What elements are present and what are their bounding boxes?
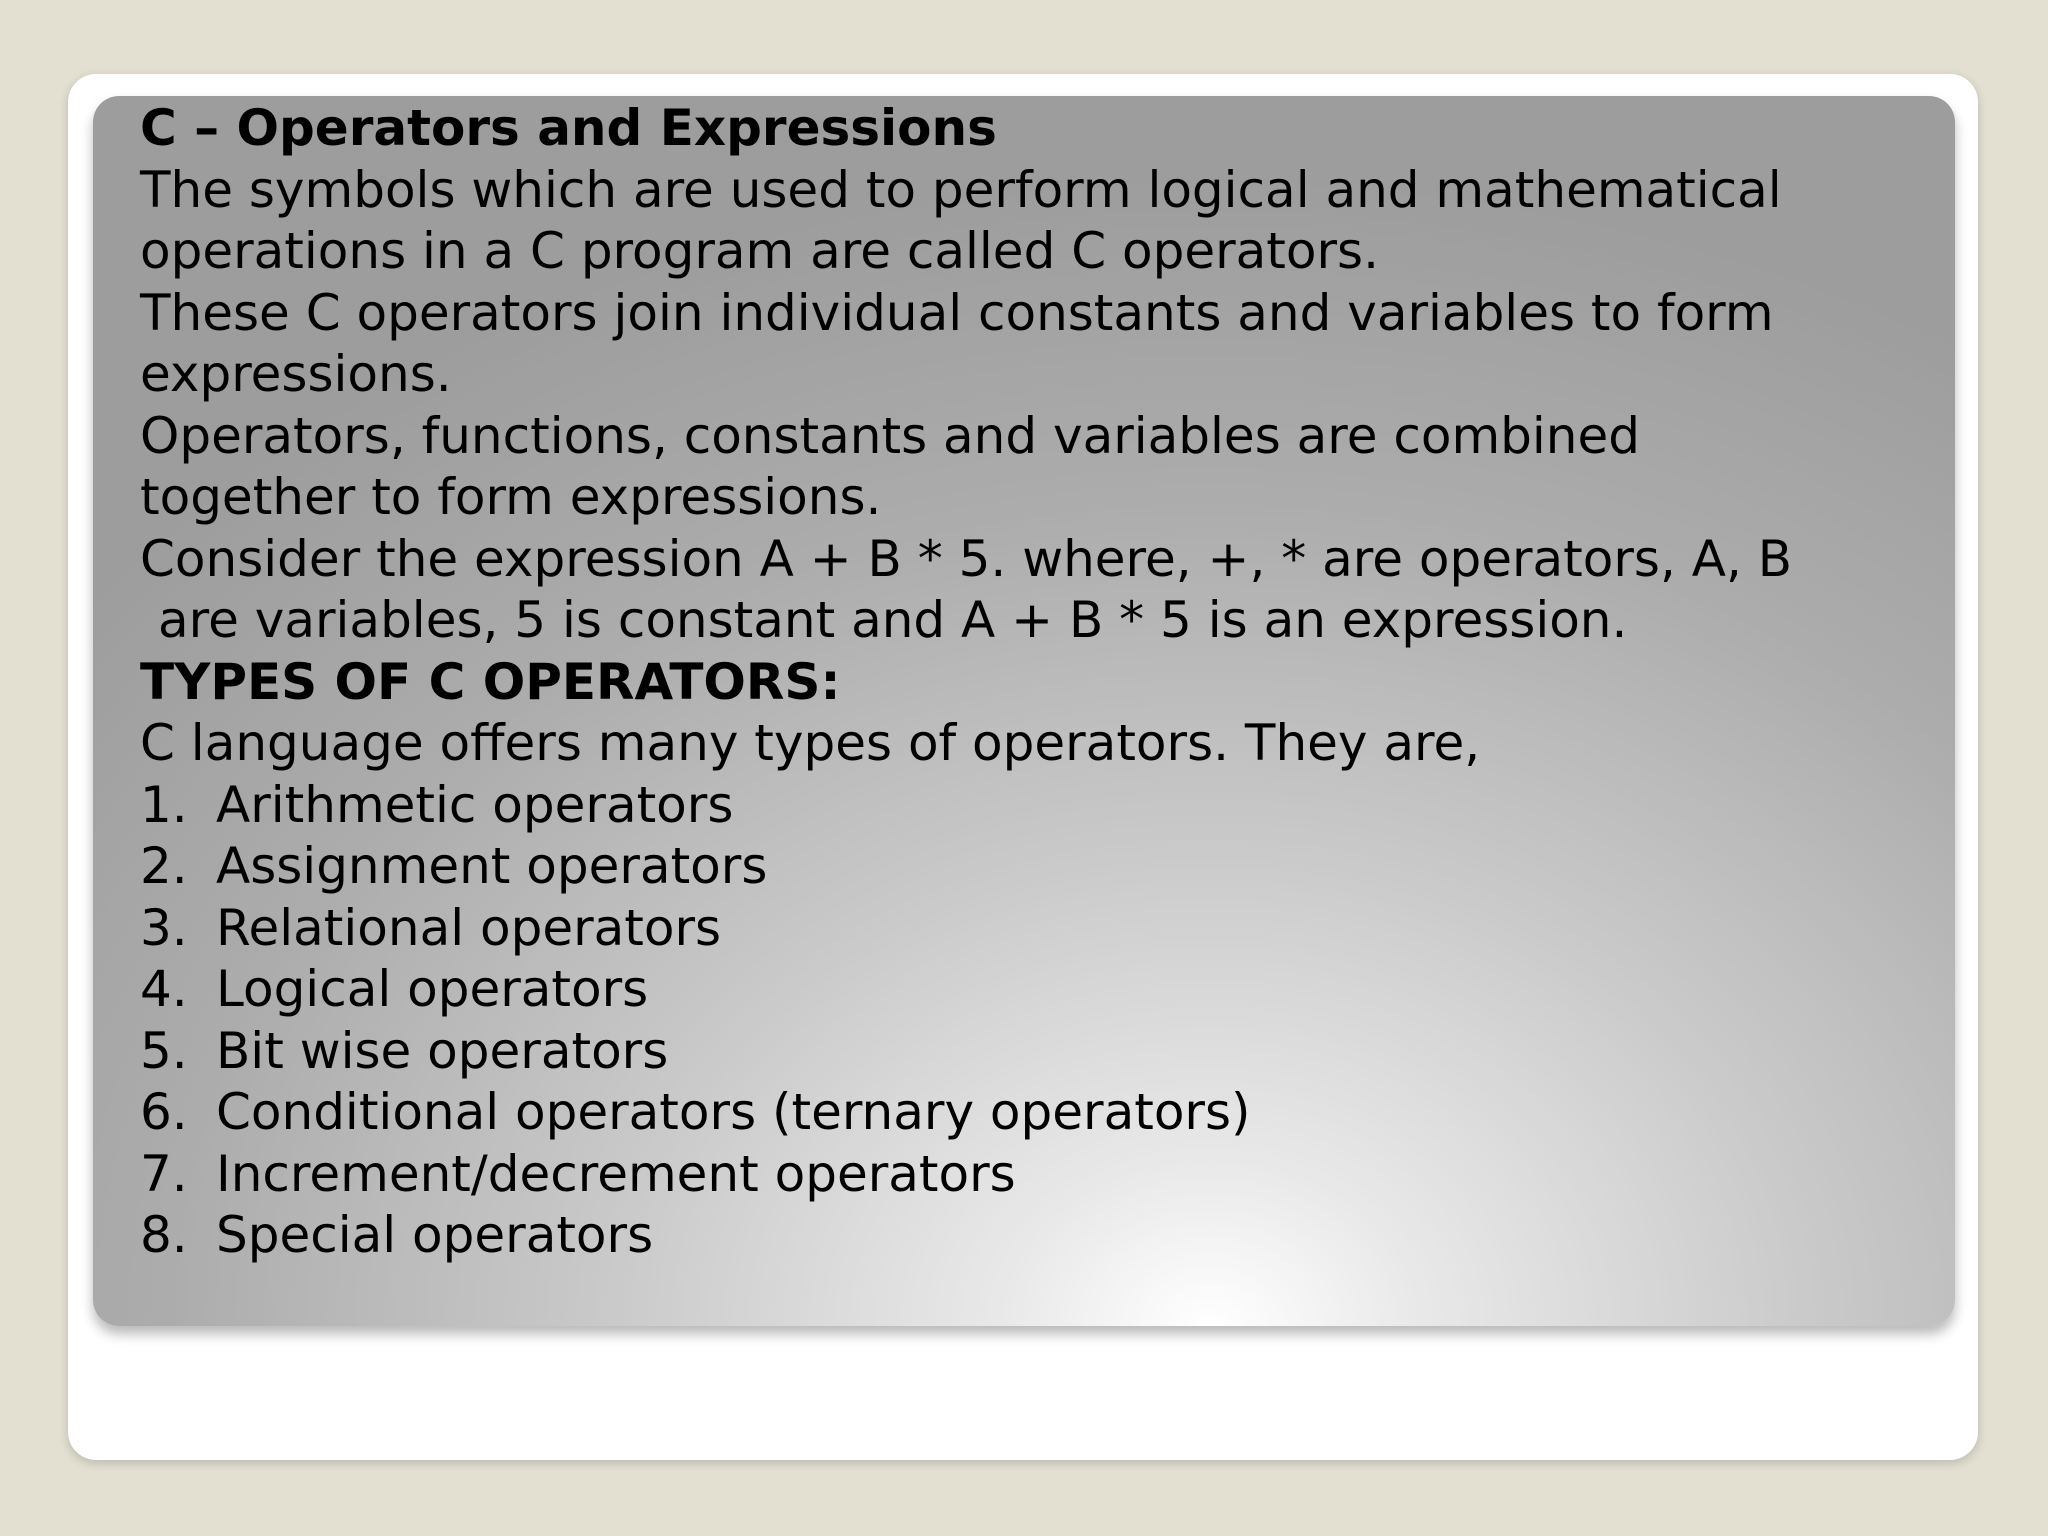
paragraph-line: expressions.: [140, 345, 452, 403]
list-item: [140, 959, 1940, 1021]
list-item: [140, 836, 1940, 898]
paragraph-line: Operators, functions, constants and variables are combined: [140, 406, 1640, 465]
slide-title: C – Operators and Expressions: [140, 99, 997, 157]
paragraph-line: These C operators join individual constants and variables to form: [140, 283, 1774, 342]
paragraph-line: together to form expressions.: [140, 468, 882, 526]
list-item: [140, 1082, 1940, 1144]
list-label: Conditional operators (ternary operators): [216, 1083, 1251, 1141]
section-heading: TYPES OF C OPERATORS:: [140, 652, 841, 711]
list-label: Bit wise operators: [216, 1021, 669, 1080]
list-label: Relational operators: [216, 898, 722, 957]
list-label: Increment/decrement operators: [216, 1144, 1016, 1203]
list-number: 1.: [140, 775, 188, 834]
list-number: 8.: [140, 1206, 188, 1264]
list-label: Arithmetic operators: [216, 775, 734, 834]
list-number: 7.: [140, 1144, 188, 1203]
paragraph-line: operations in a C program are called C operators.: [140, 222, 1379, 280]
list-item: [140, 898, 1940, 960]
paragraph-line: The symbols which are used to perform logical and mathematical: [140, 160, 1782, 219]
list-number: 5.: [140, 1021, 188, 1080]
operator-types-list: [140, 775, 1940, 1267]
list-label: Logical operators: [216, 960, 649, 1018]
paragraph-line: Consider the expression A + B * 5. where, +, * are operators, A, B: [140, 529, 1793, 588]
list-label: Assignment operators: [216, 837, 768, 895]
intro-text: C language offers many types of operators. They are,: [140, 714, 1481, 772]
list-number: 6.: [140, 1083, 188, 1141]
list-item: [140, 775, 1940, 837]
list-number: 4.: [140, 960, 188, 1018]
list-number: 2.: [140, 837, 188, 895]
list-number: 3.: [140, 898, 188, 957]
slide-text-body: [140, 98, 1940, 1267]
list-label: Special operators: [216, 1206, 654, 1264]
list-item: [140, 1144, 1940, 1206]
list-item: [140, 1205, 1940, 1267]
list-item: [140, 1021, 1940, 1083]
paragraph-line: are variables, 5 is constant and A + B * 5 is an expression.: [158, 591, 1628, 649]
